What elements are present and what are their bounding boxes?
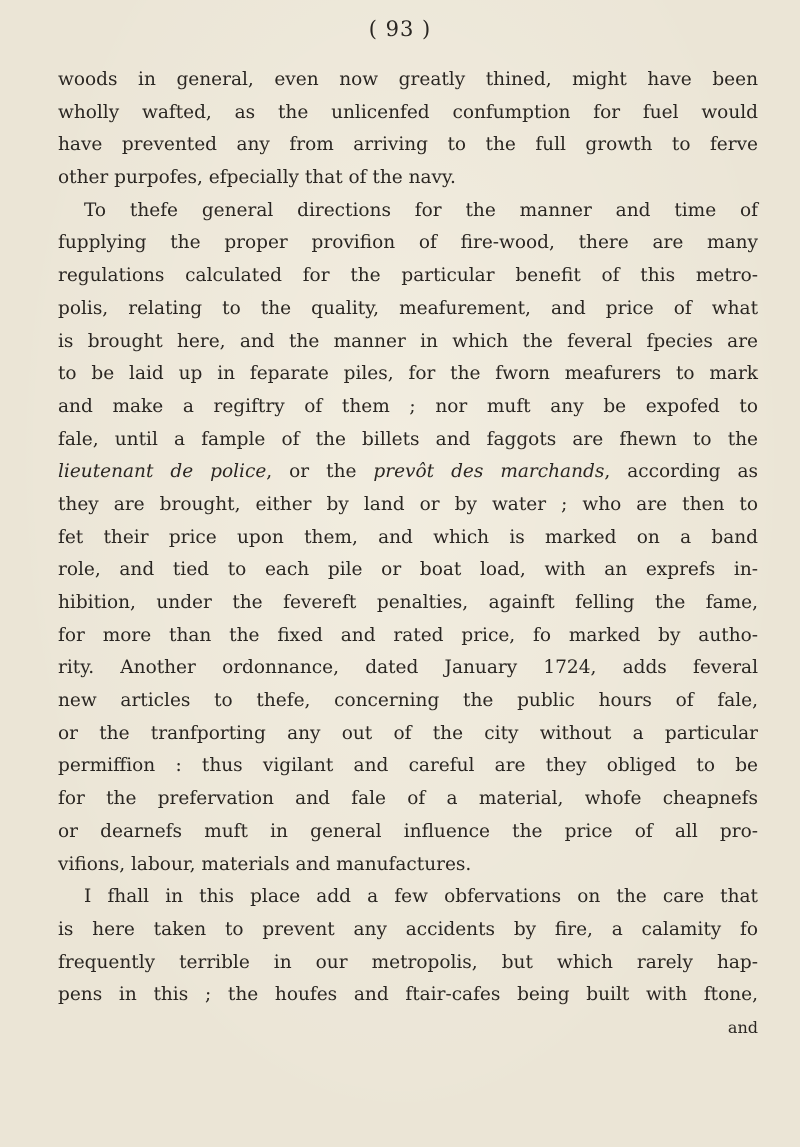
- text-line: rity. Another ordonnance, dated January 1724, adds feveral: [58, 657, 758, 679]
- italic-term: prevôt des marchands: [373, 461, 605, 483]
- text-line: fale, until a fample of the billets and faggots are fhewn to the: [58, 428, 758, 450]
- paragraph-2: [58, 195, 758, 881]
- text-line: is brought here, and the manner in which the feveral fpecies are: [58, 330, 758, 352]
- italic-term: lieutenant de police: [58, 461, 267, 483]
- text-line: for more than the fixed and rated price, fo marked by autho-: [58, 624, 758, 646]
- text-line: and make a regiftry of them ; nor muft any be expofed to: [58, 395, 758, 417]
- text-line: or the tranfporting any out of the city without a particular: [58, 722, 758, 744]
- text-line: vifions, labour, materials and manufactures.: [58, 853, 472, 875]
- text-line: have prevented any from arriving to the full growth to ferve: [58, 134, 758, 156]
- text-line: new articles to thefe, concerning the public hours of fale,: [58, 690, 758, 712]
- text-line: for the prefervation and fale of a material, whofe cheapnefs: [58, 788, 758, 810]
- text-line: fupplying the proper provifion of fire-wood, there are many: [58, 232, 758, 254]
- text-line: they are brought, either by land or by water ; who are then to: [58, 493, 758, 515]
- page-number: ( 93 ): [368, 17, 432, 41]
- text-line: role, and tied to each pile or boat load, with an exprefs in-: [58, 559, 758, 581]
- body-text: [58, 64, 758, 1045]
- text-line: woods in general, even now greatly thined, might have been: [58, 69, 758, 90]
- text-line: polis, relating to the quality, meafurement, and price of what: [58, 297, 758, 319]
- text-line: frequently terrible in our metropolis, but which rarely hap-: [58, 951, 758, 973]
- text-line: other purpofes, efpecially that of the navy.: [58, 167, 456, 189]
- text-line: fet their price upon them, and which is marked on a band: [58, 526, 758, 548]
- text-line: wholly wafted, as the unlicenfed confumption for fuel would: [58, 101, 758, 123]
- text-line: permiffion : thus vigilant and careful are they obliged to be: [58, 755, 758, 777]
- text-line: or dearnefs muft in general influence the price of all pro-: [58, 820, 758, 842]
- text-line: is here taken to prevent any accidents by fire, a calamity fo: [58, 918, 758, 940]
- text-line: pens in this ; the houfes and ftair-cafes being built with ftone,: [58, 984, 758, 1006]
- text-fragment: , or the: [266, 461, 374, 483]
- text-line: To thefe general directions for the manner and time of: [84, 199, 758, 221]
- paragraph-1: [58, 64, 758, 195]
- text-line: [58, 456, 758, 489]
- text-line: hibition, under the fevereft penalties, againft felling the fame,: [58, 592, 758, 613]
- text-line: I fhall in this place add a few obfervations on the care that: [84, 886, 758, 908]
- paragraph-3: [58, 881, 758, 1044]
- text-fragment: , according as: [604, 461, 758, 483]
- text-line: regulations calculated for the particular benefit of this metro-: [58, 265, 758, 287]
- catchword: and: [727, 1017, 758, 1037]
- text-line: to be laid up in feparate piles, for the fworn meafurers to mark: [58, 363, 758, 385]
